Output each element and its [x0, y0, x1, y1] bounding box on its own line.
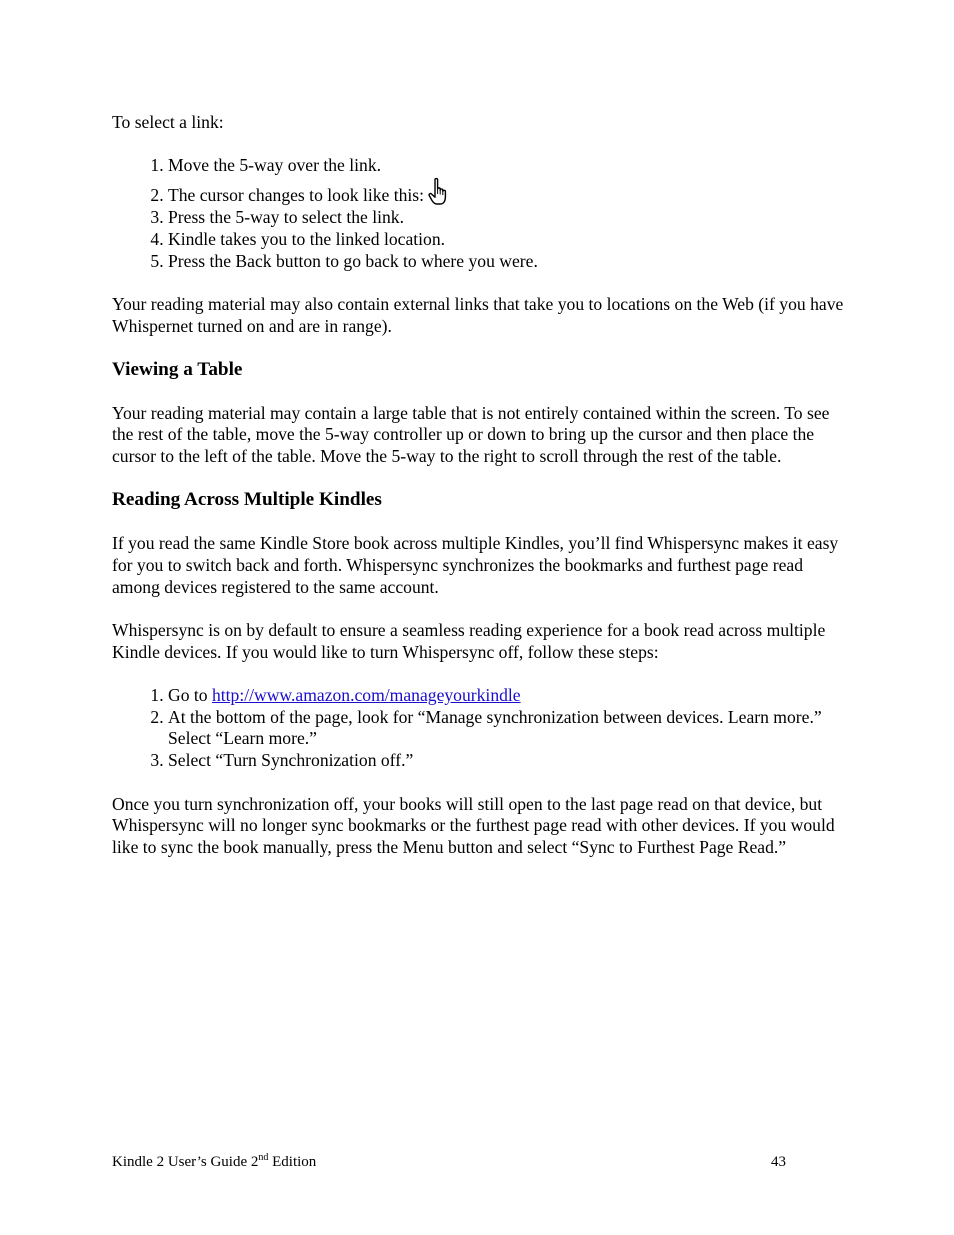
list-item	[168, 750, 846, 772]
list-item	[168, 207, 846, 229]
sync-off-paragraph: Once you turn synchronization off, your books will still open to the last page read on that device, but Whispersync will no longer sync bookmarks or the furthest page read with other devices. If you would like to sync the book manually, press the Menu button and select “Sync to Furthest Page Read.”	[112, 793, 835, 857]
whispersync-steps-list	[112, 685, 846, 772]
list-item	[168, 251, 846, 273]
section-heading-multiple-kindles: Reading Across Multiple Kindles	[112, 489, 382, 511]
footer-title	[112, 1153, 316, 1171]
external-links-paragraph: Your reading material may also contain external links that take you to locations on the Web (if you have Whispernet turned on and are in range).	[112, 293, 844, 336]
list-item	[168, 177, 846, 207]
whispersync-intro-paragraph: If you read the same Kindle Store book across multiple Kindles, you’ll find Whispersync makes it easy for you to switch back and forth. Whispersync synchronizes the bookmarks and furthest page read among devices registered to the same account.	[112, 533, 839, 597]
step-text: Select “Turn Synchronization off.”	[168, 750, 414, 771]
step-text: Move the 5-way over the link.	[168, 155, 382, 176]
step-text: At the bottom of the page, look for “Manage synchronization between devices. Learn more.” Select “Learn more.”	[168, 706, 822, 749]
manage-your-kindle-link[interactable]: http://www.amazon.com/manageyourkindle	[211, 685, 521, 706]
footer-title-superscript: nd	[258, 1152, 269, 1163]
footer-title-main: Kindle 2 User’s Guide 2	[112, 1154, 259, 1170]
intro-text: To select a link:	[112, 112, 224, 132]
link-steps-list	[112, 155, 846, 272]
page-content	[112, 112, 846, 880]
list-item	[168, 155, 846, 177]
step-text: The cursor changes to look like this:	[168, 185, 425, 206]
page-number: 43	[771, 1154, 786, 1170]
whispersync-default-paragraph: Whispersync is on by default to ensure a seamless reading experience for a book read across multiple Kindle devices. If you would like to turn Whispersync off, follow these steps:	[112, 619, 826, 662]
step-text: Go to	[168, 685, 212, 706]
step-text: Kindle takes you to the linked location.	[168, 228, 446, 249]
list-item	[168, 685, 846, 707]
step-text: Press the Back button to go back to where you were.	[168, 250, 538, 271]
hand-pointer-icon	[428, 177, 454, 207]
list-item	[168, 229, 846, 251]
list-item	[168, 707, 846, 750]
step-text: Press the 5-way to select the link.	[168, 207, 404, 228]
footer-title-end: Edition	[268, 1154, 317, 1170]
viewing-table-paragraph: Your reading material may contain a large table that is not entirely contained within the screen. To see the rest of the table, move the 5-way controller up or down to bring up the cursor and then place the cursor to the left of the table. Move the 5-way to the right to scroll through the rest of the table.	[112, 402, 830, 467]
section-heading-viewing-table: Viewing a Table	[112, 358, 243, 380]
